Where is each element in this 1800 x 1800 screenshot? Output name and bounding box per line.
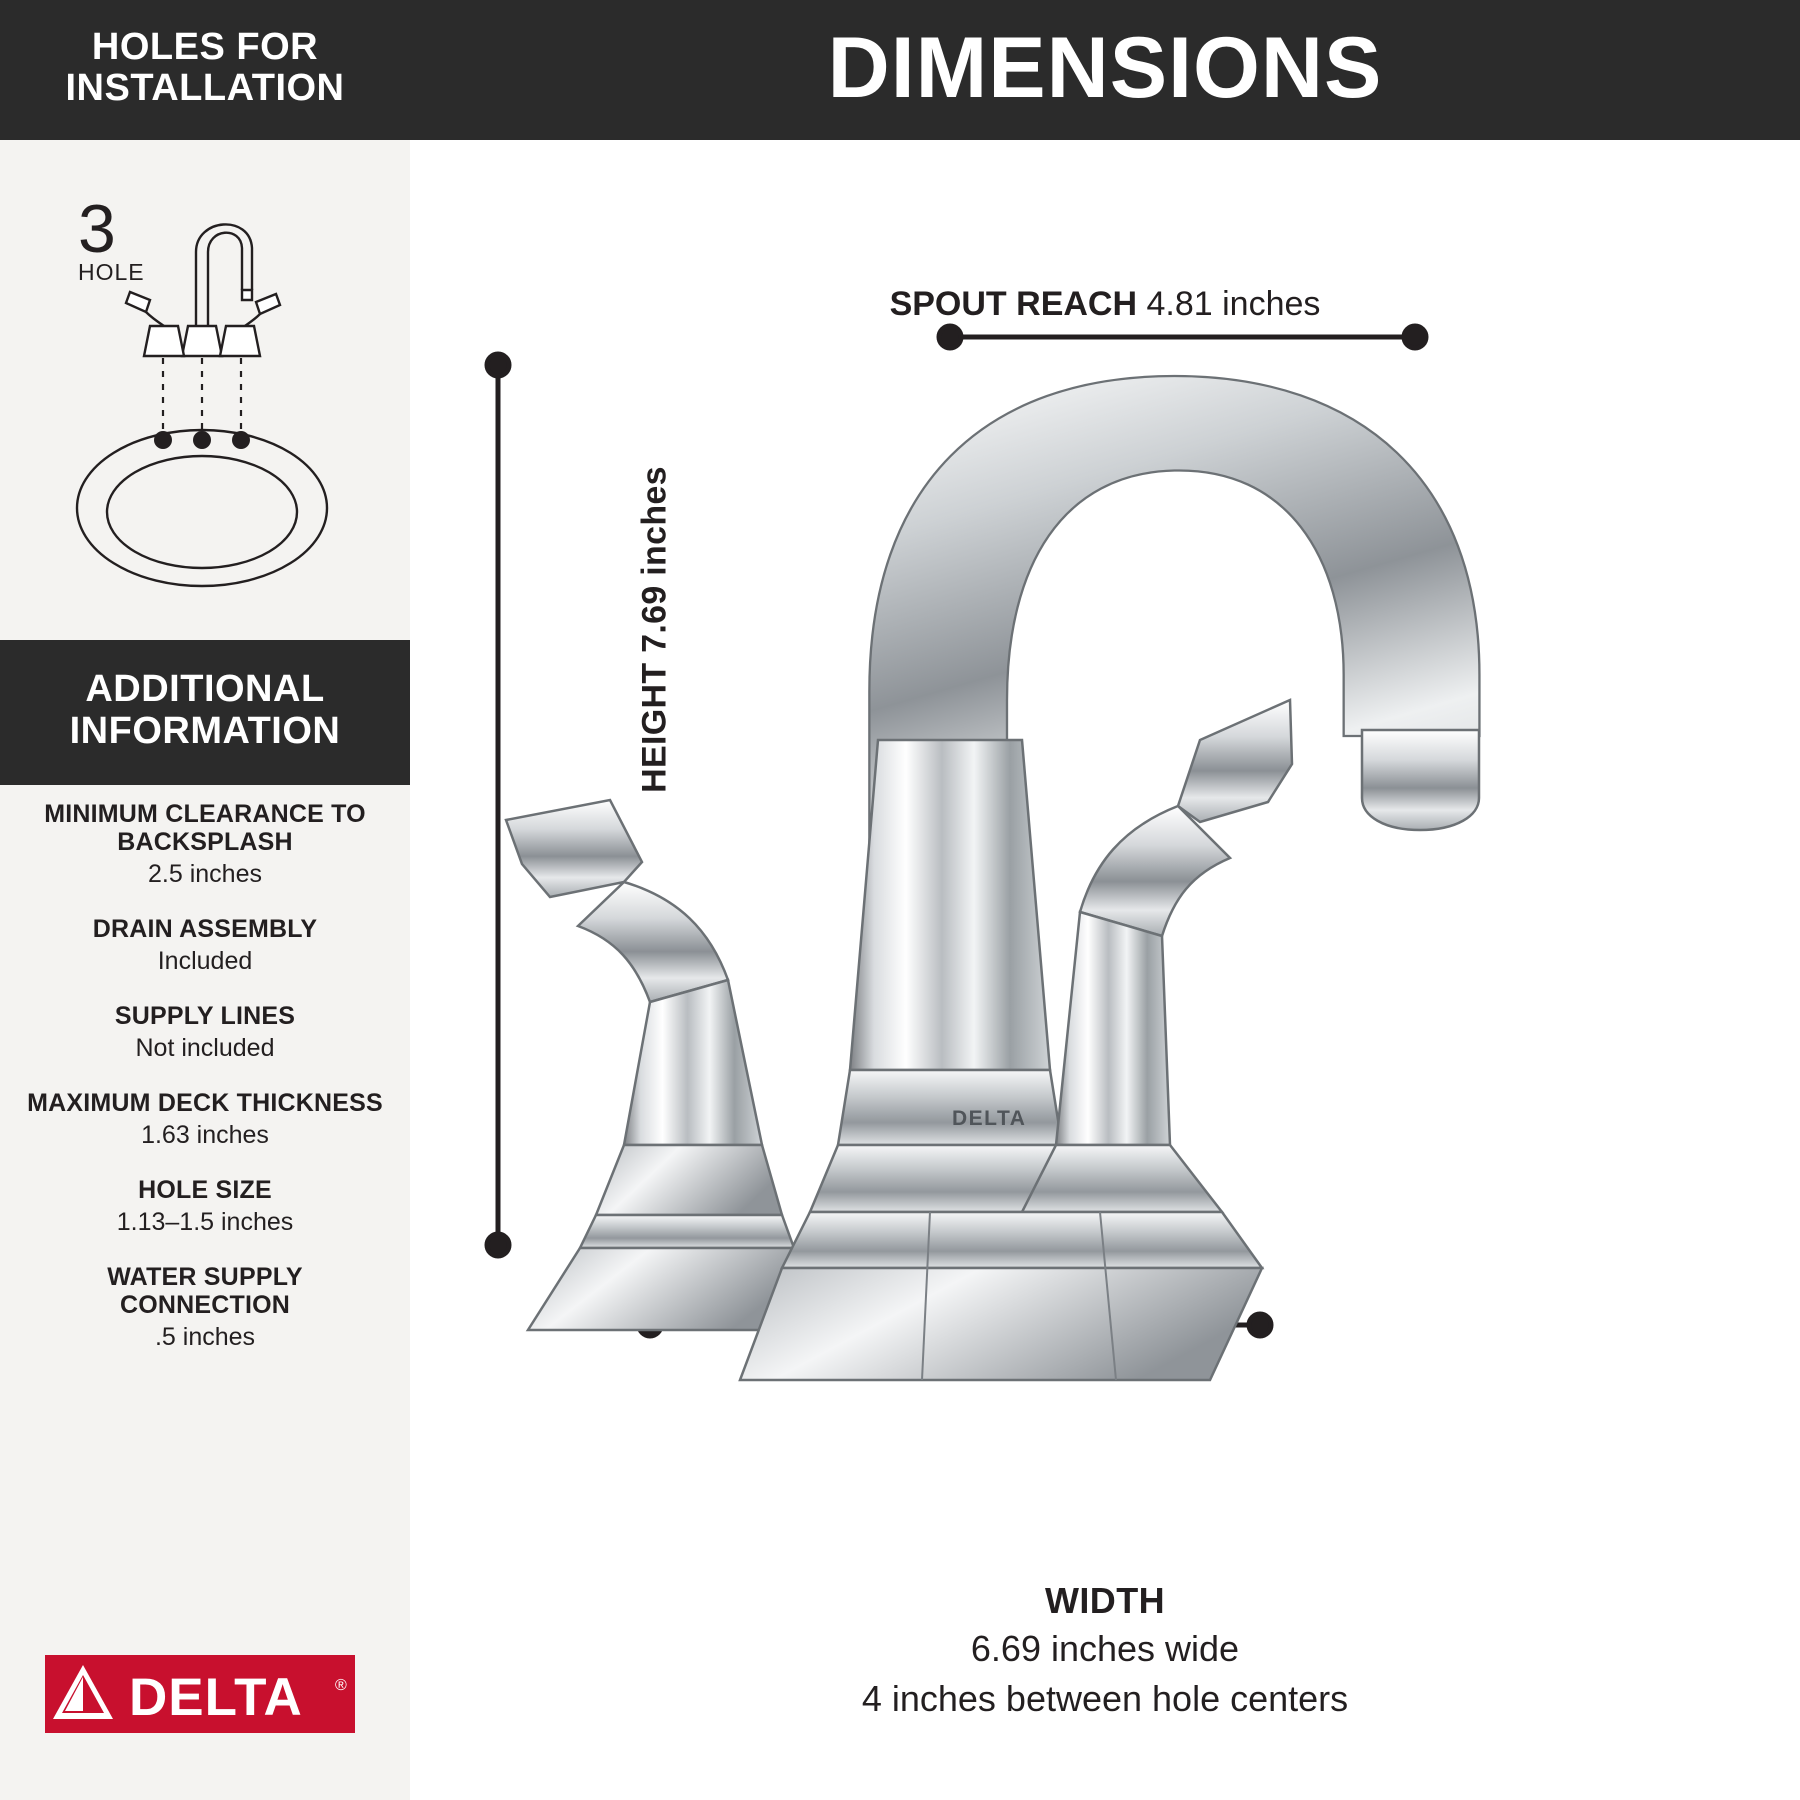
holes-illustration-svg [0,140,410,640]
dimensions-banner [410,0,1800,140]
spec-item [0,800,410,889]
spec-value: .5 inches [154,1323,256,1351]
spec-label: MAXIMUM DECK THICKNESS [27,1089,383,1117]
additional-information-title: ADDITIONAL INFORMATION [69,668,341,752]
delta-logo-svg [45,1655,355,1733]
left-handle [506,800,762,1145]
hole-count-number: 3 [78,191,116,267]
width-value: 6.69 inches wide [970,1628,1240,1669]
height-dimension-line [487,354,509,1256]
faucet-deck-plate [528,1145,1262,1380]
width-title: WIDTH [1045,1580,1165,1621]
spec-label: WATER SUPPLY CONNECTION [107,1263,303,1319]
faucet-drawing [410,140,1800,1800]
spec-value: 1.63 inches [141,1121,269,1149]
spout-reach-title: SPOUT REACH [889,285,1138,323]
faucet-spout-tip [1362,730,1479,830]
spec-label: SUPPLY LINES [114,1002,296,1030]
spout-reach-dimension-line [939,326,1426,348]
spec-item [0,915,410,976]
sidebar [0,0,410,1800]
faucet-column [838,740,1062,1145]
spec-value: 2.5 inches [148,860,262,888]
spec-label: HOLE SIZE [138,1176,272,1204]
product-brand-mark: DELTA [952,1107,1027,1130]
height-label: HEIGHT 7.69 inches [635,466,674,793]
delta-logo [45,1655,355,1733]
registered-mark: ® [335,1677,347,1694]
spec-item [0,1176,410,1237]
spec-value: Not included [135,1034,275,1062]
spec-item [0,1089,410,1150]
hole-center-spacing: 4 inches between hole centers [861,1678,1349,1720]
delta-wordmark: DELTA [129,1668,303,1727]
additional-information-header [0,640,410,785]
page-title: DIMENSIONS [827,19,1383,116]
specs-list [0,800,410,1378]
dimensions-diagram [410,140,1800,1800]
holes-installation-figure [0,140,410,640]
right-handle [1056,700,1292,1145]
spec-item [0,1002,410,1063]
spec-value: Included [157,947,253,975]
hole-dots [154,431,250,449]
spec-label: MINIMUM CLEARANCE TO BACKSPLASH [44,800,366,856]
holes-for-installation-title: HOLES FOR INSTALLATION [65,25,345,109]
spec-value: 1.13–1.5 inches [116,1208,294,1236]
spout-reach-value: 4.81 inches [1146,285,1321,323]
spec-item [0,1263,410,1352]
hole-count-label: HOLE [78,259,145,285]
holes-for-installation-header [0,0,410,140]
spec-label: DRAIN ASSEMBLY [92,915,318,943]
